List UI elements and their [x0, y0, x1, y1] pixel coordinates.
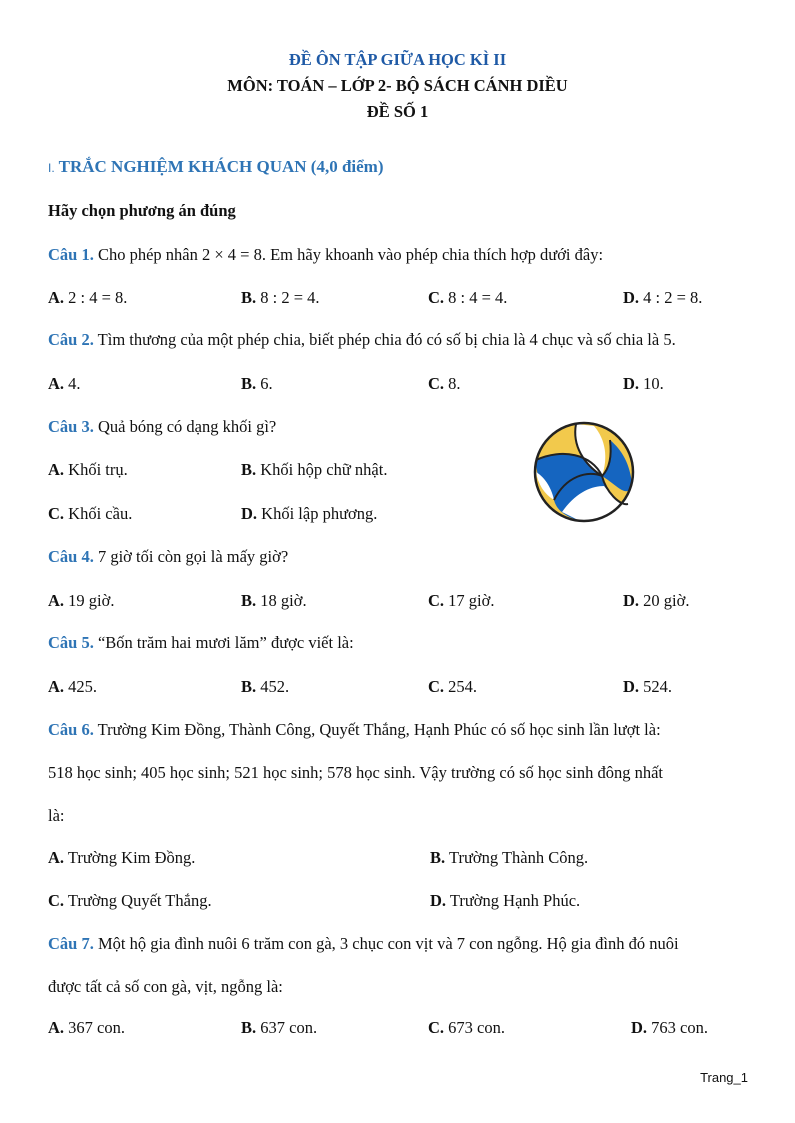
option-text: 10. [643, 374, 664, 393]
exam-number: ĐỀ SỐ 1 [366, 102, 429, 121]
option-a[interactable] [48, 374, 81, 394]
option-text: 8 : 4 = 4. [448, 288, 508, 307]
option-text: Khối cầu. [68, 504, 133, 523]
option-key: C. [48, 891, 65, 910]
option-text: 4 : 2 = 8. [643, 288, 703, 307]
option-key: C. [428, 288, 445, 307]
question-text: Một hộ gia đình nuôi 6 trăm con gà, 3 chục con vịt và 7 con ngỗng. Hộ gia đình đó nuôi [97, 934, 679, 953]
option-c[interactable] [428, 288, 507, 308]
option-key: D. [623, 288, 640, 307]
option-d[interactable] [623, 288, 702, 308]
option-key: C. [428, 374, 445, 393]
question-2 [48, 330, 676, 350]
section-title: TRẮC NGHIỆM KHÁCH QUAN (4,0 điểm) [58, 157, 384, 176]
option-c[interactable] [428, 1018, 505, 1038]
option-c[interactable] [48, 504, 132, 524]
option-key: B. [241, 374, 257, 393]
instruction: Hãy chọn phương án đúng [48, 201, 236, 220]
page-number: Trang_1 [700, 1070, 748, 1085]
option-c[interactable] [428, 677, 477, 697]
option-text: Trường Kim Đồng. [67, 848, 196, 867]
option-text: Trường Hạnh Phúc. [449, 891, 581, 910]
question-label: Câu 1. [48, 245, 94, 264]
question-label: Câu 3. [48, 417, 94, 436]
doc-title: ĐỀ ÔN TẬP GIỮA HỌC KÌ II [288, 50, 507, 69]
option-key: A. [48, 848, 65, 867]
option-a[interactable] [48, 591, 114, 611]
question-6 [48, 720, 661, 740]
option-key: A. [48, 677, 65, 696]
option-a[interactable] [48, 1018, 125, 1038]
option-d[interactable] [623, 374, 664, 394]
option-key: B. [241, 591, 257, 610]
option-key: C. [428, 1018, 445, 1037]
option-text: 4. [68, 374, 81, 393]
question-text: Quả bóng có dạng khối gì? [97, 417, 277, 436]
option-key: B. [241, 460, 257, 479]
option-key: C. [48, 504, 65, 523]
question-text-line2: được tất cả số con gà, vịt, ngỗng là: [48, 977, 283, 996]
option-d[interactable] [631, 1018, 708, 1038]
option-b[interactable] [241, 374, 273, 394]
option-key: A. [48, 374, 65, 393]
question-text: “Bốn trăm hai mươi lăm” được viết là: [97, 633, 354, 652]
volleyball-icon [532, 420, 636, 524]
option-key: A. [48, 1018, 65, 1037]
question-text-line3: là: [48, 806, 65, 825]
option-key: B. [241, 1018, 257, 1037]
option-text: Khối hộp chữ nhật. [260, 460, 388, 479]
question-label: Câu 5. [48, 633, 94, 652]
option-text: 6. [260, 374, 273, 393]
option-c[interactable] [428, 374, 461, 394]
option-c[interactable] [428, 591, 494, 611]
option-text: 19 giờ. [68, 591, 115, 610]
option-a[interactable] [48, 677, 97, 697]
option-text: Trường Thành Công. [448, 848, 589, 867]
question-1 [48, 245, 603, 265]
option-a[interactable] [48, 848, 195, 868]
option-text: 20 giờ. [643, 591, 690, 610]
option-text: 254. [448, 677, 478, 696]
option-text: 367 con. [68, 1018, 125, 1037]
option-d[interactable] [623, 677, 672, 697]
option-b[interactable] [241, 591, 307, 611]
option-text: Khối trụ. [68, 460, 128, 479]
section-roman: I. [48, 161, 55, 175]
question-text-line2: 518 học sinh; 405 học sinh; 521 học sinh; 578 học sinh. Vậy trường có số học sinh đông nhất [48, 763, 663, 782]
question-4 [48, 547, 288, 567]
option-b[interactable] [241, 288, 320, 308]
option-c[interactable] [48, 891, 212, 911]
section-heading [48, 157, 384, 177]
question-label: Câu 2. [48, 330, 94, 349]
option-key: A. [48, 288, 65, 307]
option-key: D. [623, 374, 640, 393]
option-a[interactable] [48, 460, 128, 480]
option-key: B. [430, 848, 446, 867]
option-key: C. [428, 591, 445, 610]
option-a[interactable] [48, 288, 127, 308]
option-key: D. [623, 591, 640, 610]
question-label: Câu 7. [48, 934, 94, 953]
option-key: B. [241, 677, 257, 696]
option-text: 425. [68, 677, 98, 696]
option-key: D. [430, 891, 447, 910]
option-d[interactable] [430, 891, 580, 911]
option-b[interactable] [241, 1018, 317, 1038]
option-text: 2 : 4 = 8. [68, 288, 128, 307]
question-text: Cho phép nhân 2 × 4 = 8. Em hãy khoanh vào phép chia thích hợp dưới đây: [97, 245, 604, 264]
option-b[interactable] [430, 848, 588, 868]
option-key: A. [48, 460, 65, 479]
doc-subject: MÔN: TOÁN – LỚP 2- BỘ SÁCH CÁNH DIỀU [227, 76, 568, 95]
option-text: 8. [448, 374, 461, 393]
question-3 [48, 417, 276, 437]
option-text: Khối lập phương. [261, 504, 378, 523]
option-text: 524. [643, 677, 673, 696]
option-text: 673 con. [448, 1018, 505, 1037]
option-text: 452. [260, 677, 290, 696]
question-text: Trường Kim Đồng, Thành Công, Quyết Thắng, Hạnh Phúc có số học sinh lần lượt là: [97, 720, 661, 739]
option-text: 18 giờ. [260, 591, 307, 610]
option-key: D. [623, 677, 640, 696]
option-key: D. [241, 504, 258, 523]
question-5 [48, 633, 354, 653]
option-key: D. [631, 1018, 648, 1037]
option-key: B. [241, 288, 257, 307]
option-text: 17 giờ. [448, 591, 495, 610]
question-label: Câu 6. [48, 720, 94, 739]
option-key: C. [428, 677, 445, 696]
option-d[interactable] [241, 504, 377, 524]
option-d[interactable] [623, 591, 689, 611]
option-text: 763 con. [651, 1018, 708, 1037]
option-text: 637 con. [260, 1018, 318, 1037]
question-text: Tìm thương của một phép chia, biết phép chia đó có số bị chia là 4 chục và số chia là 5. [97, 330, 676, 349]
question-label: Câu 4. [48, 547, 94, 566]
option-key: A. [48, 591, 65, 610]
option-b[interactable] [241, 677, 289, 697]
question-text: 7 giờ tối còn gọi là mấy giờ? [97, 547, 289, 566]
option-text: Trường Quyết Thắng. [67, 891, 212, 910]
option-text: 8 : 2 = 4. [260, 288, 320, 307]
option-b[interactable] [241, 460, 387, 480]
question-7 [48, 934, 679, 954]
